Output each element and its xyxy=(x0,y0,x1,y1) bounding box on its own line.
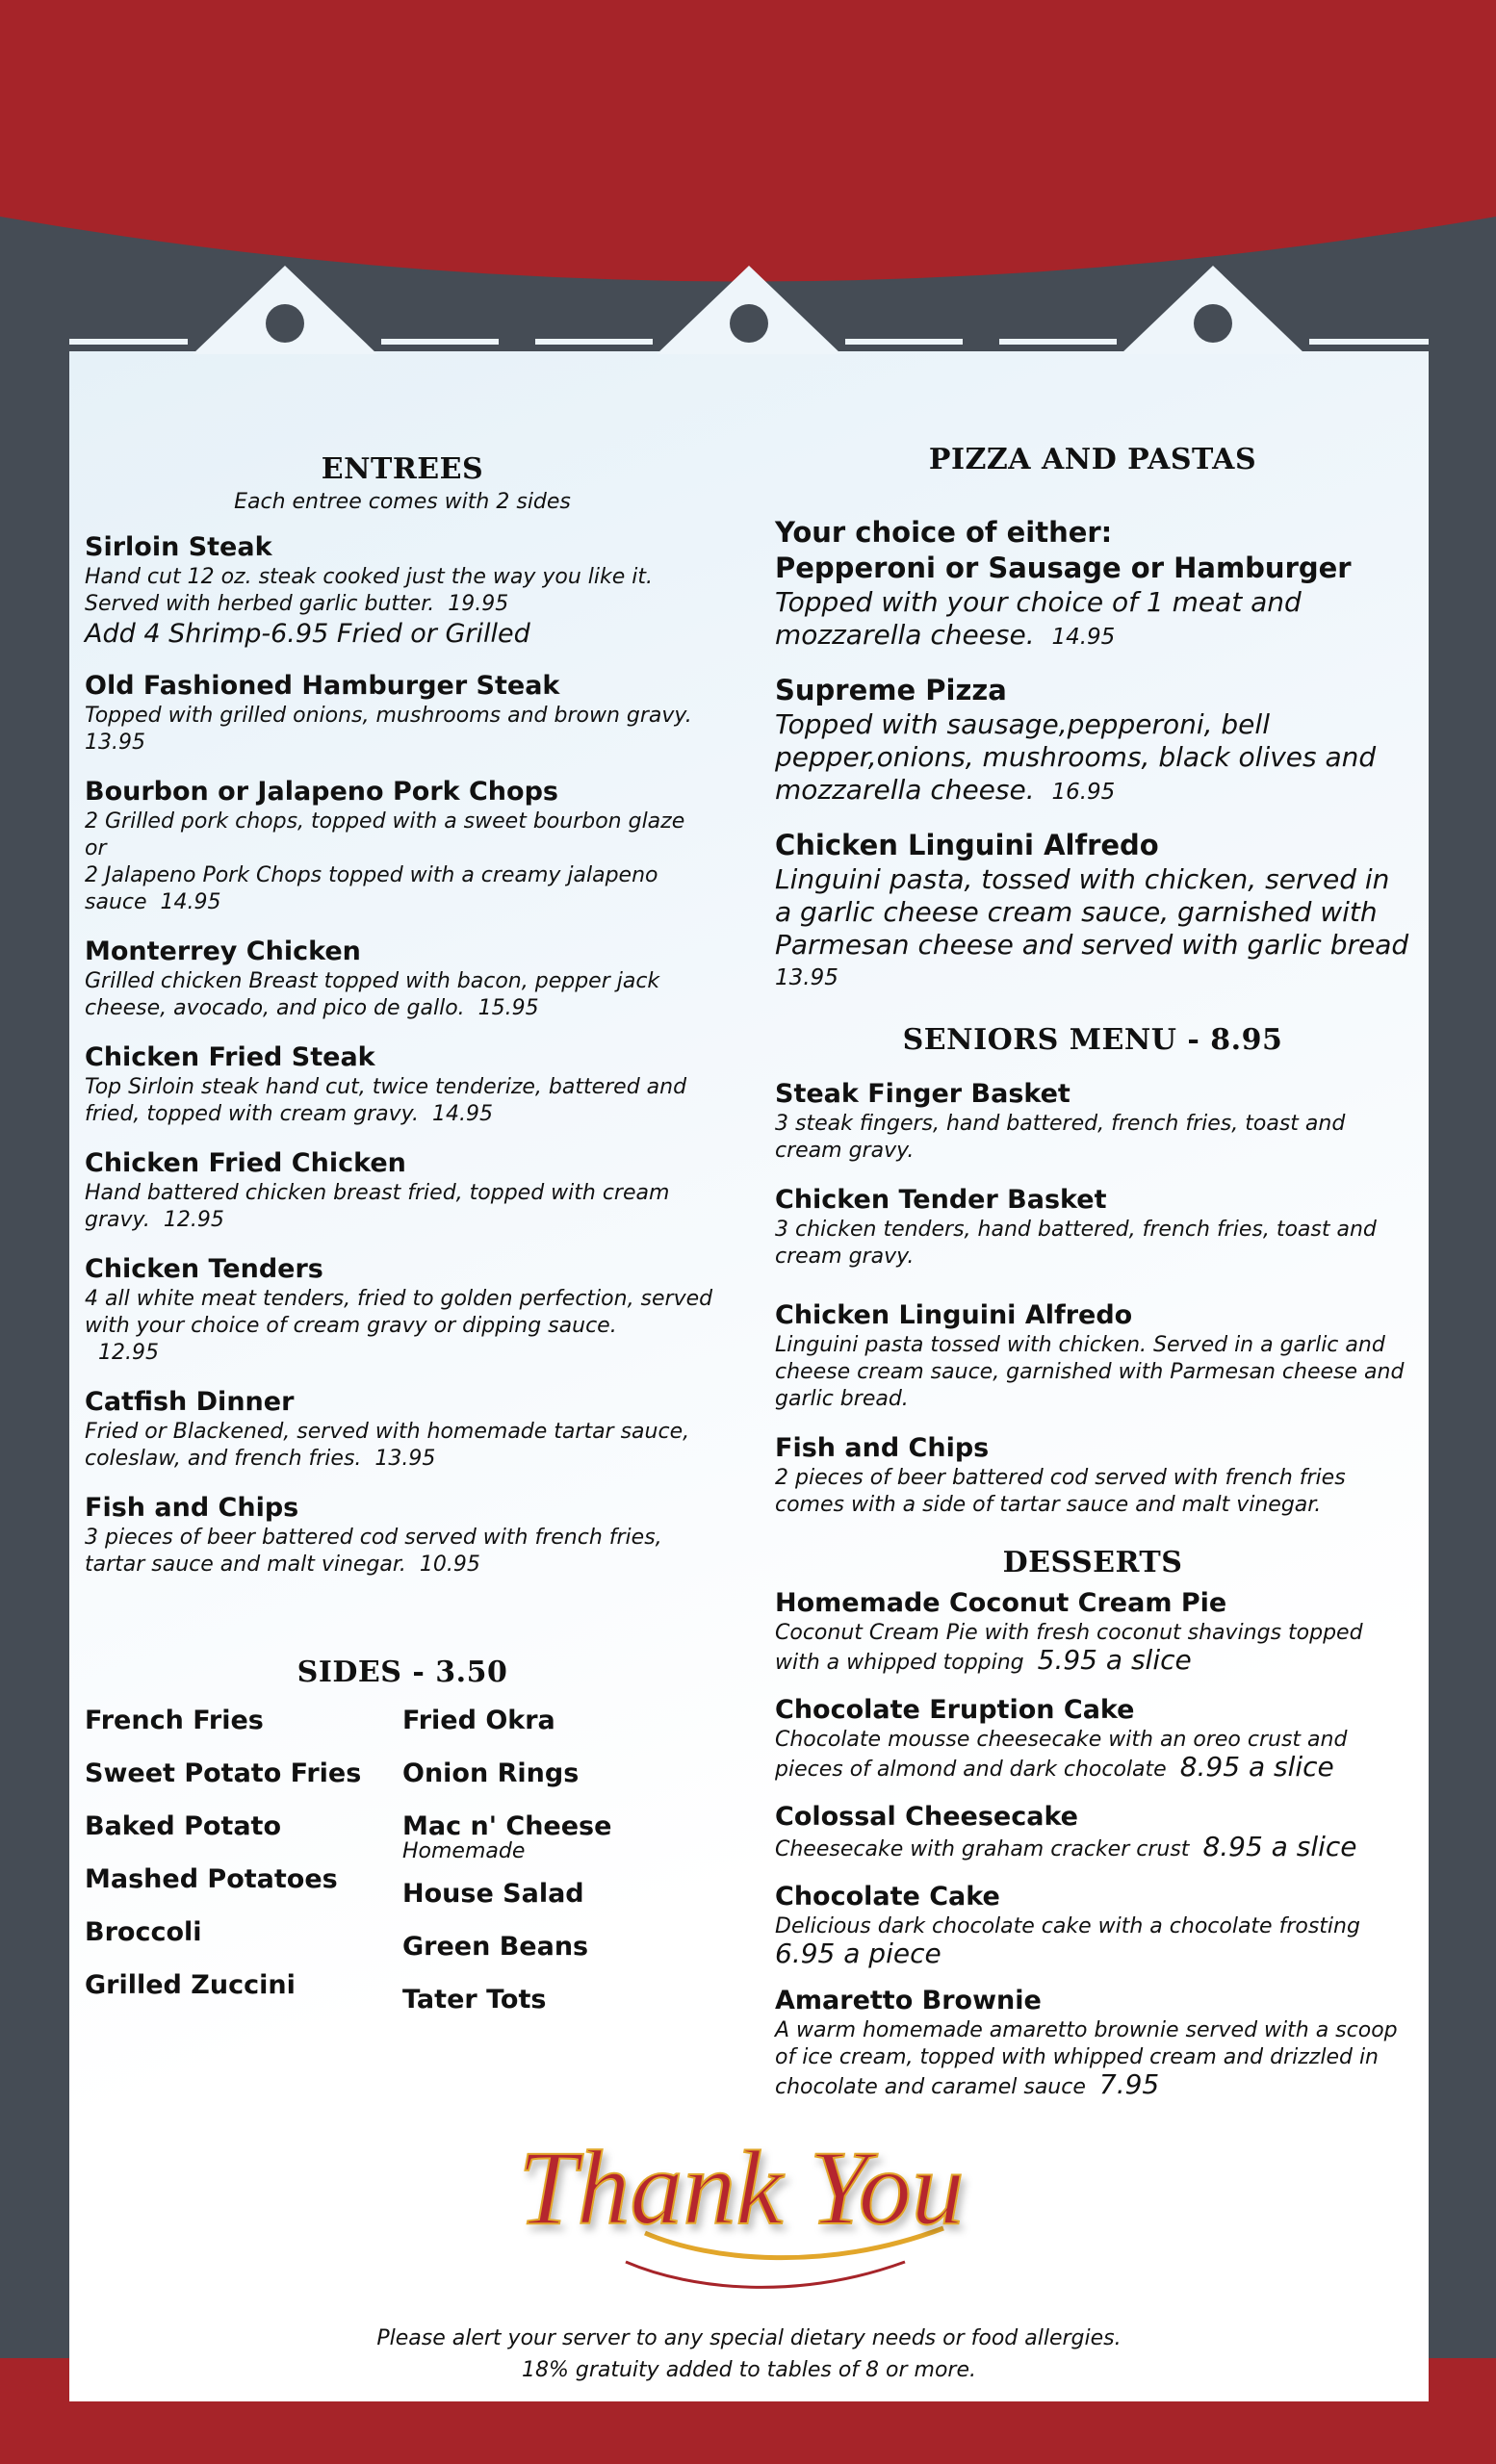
seniors-title: SENIORS MENU - 8.95 xyxy=(902,1023,1283,1057)
allergy-note: Please alert your server to any special dietary needs or food allergies. xyxy=(376,2326,1122,2350)
item-desc: Topped with your choice of 1 meat and mozzarella cheese. 14.95 xyxy=(775,586,1302,651)
menu-item xyxy=(775,1694,1410,1784)
side-item: Onion Rings xyxy=(402,1758,580,1788)
item-name: Old Fashioned Hamburger Steak xyxy=(85,671,560,701)
item-desc: Delicious dark chocolate cake with a chocolate frosting xyxy=(775,1914,1360,1938)
item-name: Catfish Dinner xyxy=(85,1387,295,1417)
hang-hole xyxy=(730,304,768,343)
item-name: Chocolate Eruption Cake xyxy=(775,1695,1135,1725)
item-desc: Fried or Blackened, served with homemade tartar sauce, coleslaw, and french fries. 13.95 xyxy=(85,1420,690,1471)
item-name: Colossal Cheesecake xyxy=(775,1802,1078,1832)
item-name: Bourbon or Jalapeno Pork Chops xyxy=(85,777,558,807)
item-name: Chicken Fried Steak xyxy=(85,1042,375,1072)
gratuity-note: 18% gratuity added to tables of 8 or more. xyxy=(521,2358,976,2382)
menu-item xyxy=(775,1299,1410,1413)
side-item: Tater Tots xyxy=(402,1985,547,2015)
item-price: 14.95 xyxy=(1051,625,1116,650)
item-name: Monterrey Chicken xyxy=(85,937,361,966)
item-price: 14.95 xyxy=(160,890,221,914)
item-desc: Hand battered chicken breast fried, topped with cream gravy. 12.95 xyxy=(85,1181,670,1232)
sides-list-left xyxy=(85,1705,402,2037)
item-price: 12.95 xyxy=(98,1341,159,1365)
side-item: Mac n' Cheese Homemade xyxy=(402,1810,720,1864)
menu-item xyxy=(85,1492,720,1578)
item-name: Your choice of either: xyxy=(775,516,1113,549)
menu-item xyxy=(85,1041,720,1128)
item-desc: Coconut Cream Pie with fresh coconut shavings topped with a whipped topping 5.95 a slice xyxy=(775,1621,1363,1676)
item-desc-alt: 2 Jalapeno Pork Chops topped with a creamy jalapeno sauce 14.95 xyxy=(85,863,658,914)
menu-item xyxy=(775,673,1410,808)
item-name: Sirloin Steak xyxy=(85,532,272,562)
menu-item xyxy=(85,1386,720,1473)
entrees-section xyxy=(85,452,720,1598)
menu-item xyxy=(85,531,720,651)
item-name: Chocolate Cake xyxy=(775,1882,1000,1912)
item-price: 13.95 xyxy=(775,965,838,990)
item-desc: Cheesecake with graham cracker crust 8.95 a slice xyxy=(775,1831,1357,1862)
footer-notes xyxy=(69,2323,1429,2386)
menu-item xyxy=(85,936,720,1022)
item-price: 15.95 xyxy=(477,996,539,1020)
side-item: Baked Potato xyxy=(85,1811,281,1841)
side-item: Broccoli xyxy=(85,1917,202,1947)
item-desc: Chocolate mousse cheesecake with an oreo crust and pieces of almond and dark chocolate 8.95 a slice xyxy=(775,1728,1348,1783)
item-name-line2: Pepperoni or Sausage or Hamburger xyxy=(775,552,1352,584)
item-price: 10.95 xyxy=(419,1553,480,1577)
item-name: Chicken Fried Chicken xyxy=(85,1148,406,1178)
side-item: Green Beans xyxy=(402,1932,589,1962)
item-price: 13.95 xyxy=(374,1447,436,1471)
side-item: Sweet Potato Fries xyxy=(85,1758,362,1788)
item-desc: Topped with sausage,pepperoni, bell pepper,onions, mushrooms, black olives and mozzarella cheese. 16.95 xyxy=(775,708,1377,806)
item-name: Fish and Chips xyxy=(85,1493,299,1523)
item-name: Steak Finger Basket xyxy=(775,1079,1070,1109)
item-name: Homemade Coconut Cream Pie xyxy=(775,1588,1227,1618)
item-name: Supreme Pizza xyxy=(775,674,1007,706)
menu-item xyxy=(775,1184,1410,1270)
menu-item xyxy=(775,1587,1410,1677)
item-name: Chicken Linguini Alfredo xyxy=(775,1300,1133,1330)
menu-item xyxy=(85,670,720,757)
item-name: Chicken Tenders xyxy=(85,1254,323,1284)
item-price: 12.95 xyxy=(163,1208,224,1232)
menu-item xyxy=(85,776,720,916)
thank-you-script xyxy=(481,2118,1001,2291)
hang-hole xyxy=(266,304,304,343)
item-desc: A warm homemade amaretto brownie served with a scoop of ice cream, topped with whipped cream and drizzled in chocolate and caramel sauce 7.95 xyxy=(775,2018,1398,2100)
item-desc: 4 all white meat tenders, fried to golden perfection, served with your choice of cream gravy or dipping sauce. xyxy=(85,1287,713,1338)
side-item: Grilled Zuccini xyxy=(85,1970,296,2000)
item-name: Chicken Tender Basket xyxy=(775,1185,1107,1215)
hang-hole xyxy=(1194,304,1232,343)
entrees-subtitle: Each entree comes with 2 sides xyxy=(234,490,571,514)
sides-title: SIDES - 3.50 xyxy=(297,1656,508,1689)
item-price: 7.95 xyxy=(1098,2068,1160,2100)
desserts-title: DESSERTS xyxy=(1002,1546,1183,1579)
menu-item xyxy=(775,1881,1410,1967)
item-desc: 3 chicken tenders, hand battered, french fries, toast and cream gravy. xyxy=(775,1218,1377,1269)
thank-you-text: Thank You xyxy=(518,2129,965,2246)
item-name: Fish and Chips xyxy=(775,1433,990,1463)
item-desc-or: or xyxy=(85,836,107,860)
side-note: Homemade xyxy=(402,1839,526,1863)
item-desc: Grilled chicken Breast topped with bacon, pepper jack cheese, avocado, and pico de gallo. 15.95 xyxy=(85,969,660,1020)
sides-section xyxy=(85,1656,720,2037)
item-desc: 2 pieces of beer battered cod served with french fries comes with a side of tartar sauce and malt vinegar. xyxy=(775,1466,1346,1517)
item-name: Chicken Linguini Alfredo xyxy=(775,829,1159,861)
menu-item xyxy=(775,1432,1410,1519)
item-desc: Top Sirloin steak hand cut, twice tenderize, battered and fried, topped with cream gravy. 14.95 xyxy=(85,1075,687,1126)
item-desc: Topped with grilled onions, mushrooms and brown gravy. xyxy=(85,704,692,728)
item-price: 8.95 a slice xyxy=(1179,1751,1334,1783)
item-price: 14.95 xyxy=(431,1102,493,1126)
item-desc: Linguini pasta, tossed with chicken, served in a garlic cheese cream sauce, garnished with Parmesan cheese and served with garlic bread xyxy=(775,863,1409,961)
item-addon: Add 4 Shrimp-6.95 Fried or Grilled xyxy=(85,619,530,649)
item-desc: Linguini pasta tossed with chicken. Served in a garlic and cheese cream sauce, garnished with Parmesan cheese and garlic bread. xyxy=(775,1333,1405,1411)
item-price: 19.95 xyxy=(448,592,509,616)
menu-item xyxy=(85,1253,720,1367)
item-price: 13.95 xyxy=(85,731,145,755)
item-desc: Hand cut 12 oz. steak cooked just the way you like it. Served with herbed garlic butter. 19.95 xyxy=(85,565,654,616)
item-price: 6.95 a piece xyxy=(775,1938,941,1969)
side-item: Mashed Potatoes xyxy=(85,1864,338,1894)
item-price: 16.95 xyxy=(1051,780,1116,805)
item-desc: 2 Grilled pork chops, topped with a sweet bourbon glaze xyxy=(85,809,685,834)
right-column xyxy=(775,443,1410,2120)
menu-item xyxy=(775,1801,1410,1863)
menu-item xyxy=(775,828,1410,994)
menu-item xyxy=(775,1078,1410,1165)
pizza-title: PIZZA AND PASTAS xyxy=(928,443,1257,476)
item-desc: 3 pieces of beer battered cod served with french fries, tartar sauce and malt vinegar. 10.95 xyxy=(85,1526,662,1577)
menu-item xyxy=(775,515,1410,654)
menu-item xyxy=(85,1147,720,1234)
item-price: 5.95 a slice xyxy=(1037,1644,1192,1676)
side-item: House Salad xyxy=(402,1879,584,1909)
menu-item xyxy=(775,1985,1410,2101)
side-item: French Fries xyxy=(85,1706,264,1735)
item-price: 8.95 a slice xyxy=(1202,1831,1357,1862)
paper-tabs xyxy=(0,260,1496,356)
item-name: Amaretto Brownie xyxy=(775,1986,1042,2015)
item-desc: 3 steak fingers, hand battered, french fries, toast and cream gravy. xyxy=(775,1112,1346,1163)
sides-list-right xyxy=(402,1705,720,2037)
entrees-title: ENTREES xyxy=(321,452,484,486)
side-item: Fried Okra xyxy=(402,1706,555,1735)
